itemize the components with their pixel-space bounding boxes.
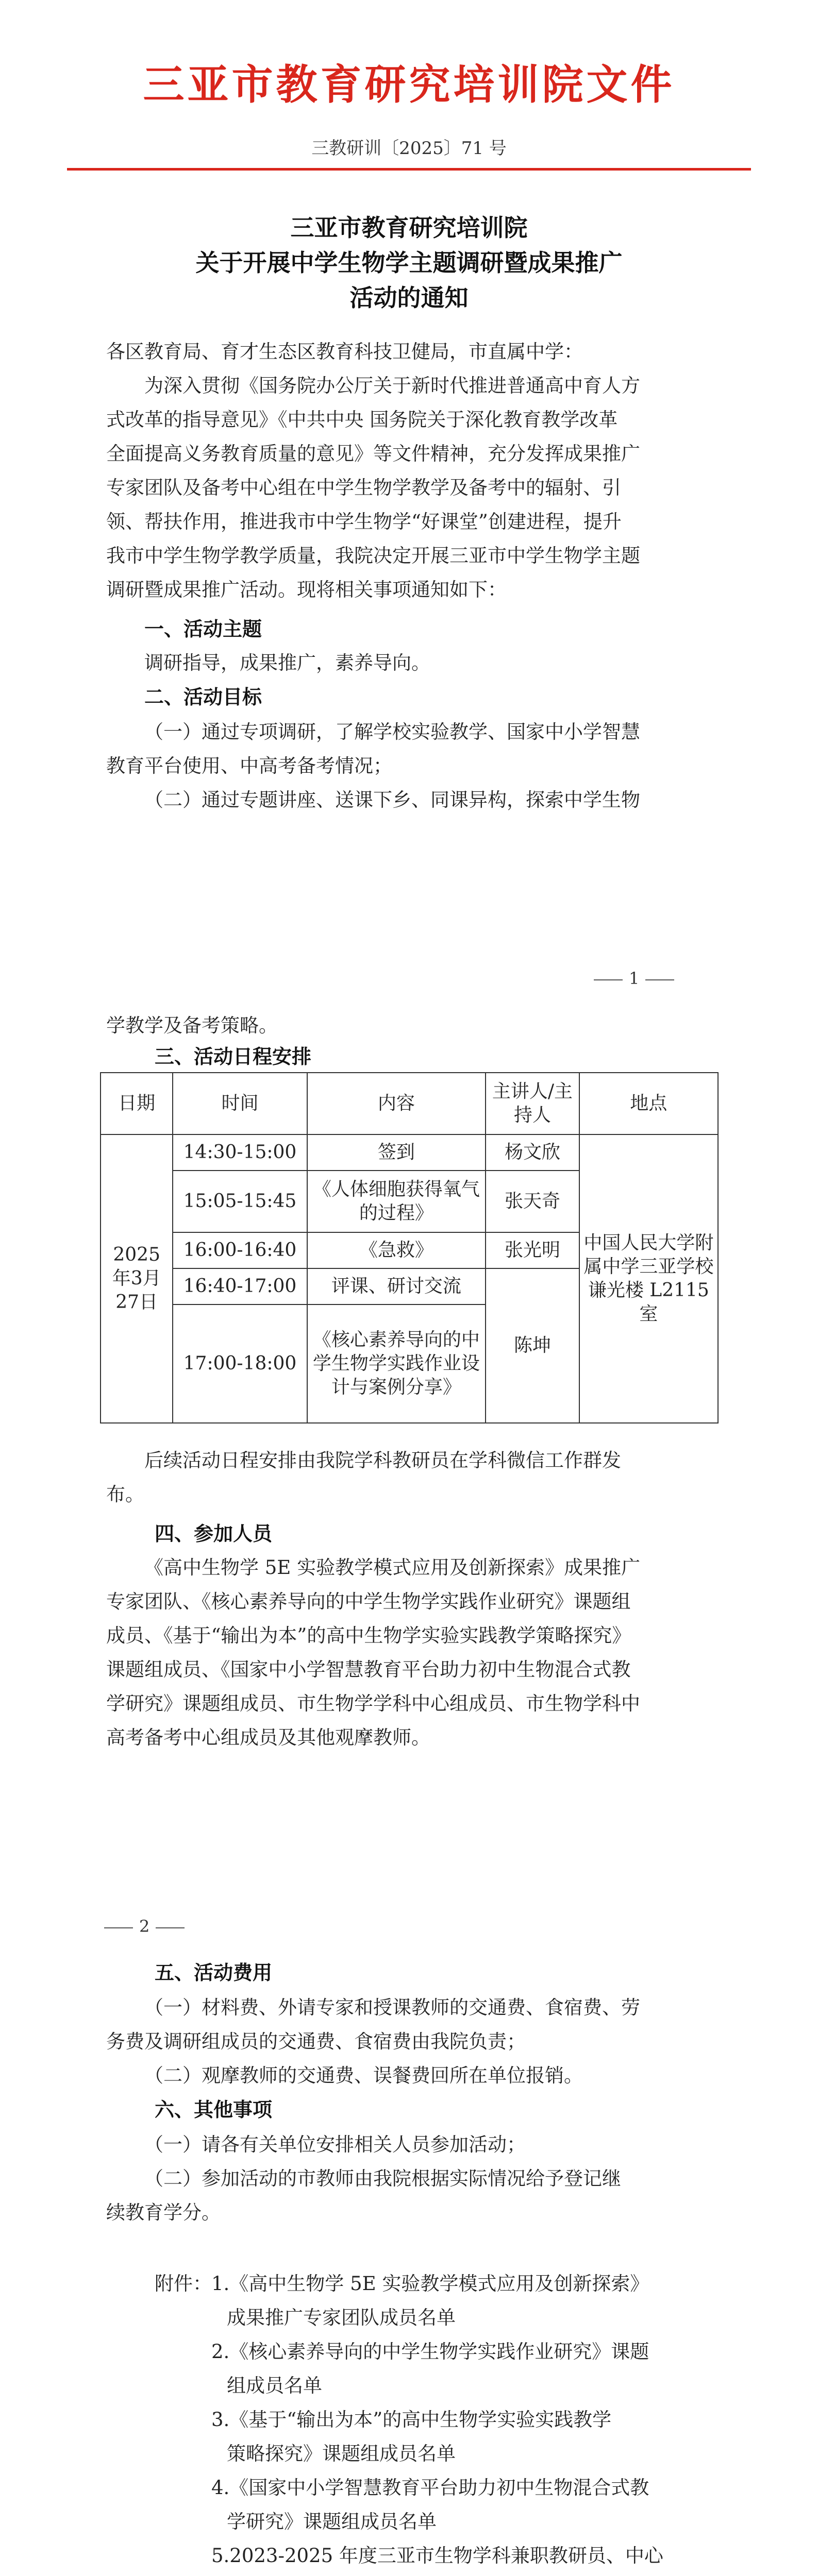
fee-line: 务费及调研组成员的交通费、食宿费由我院负责；: [106, 2030, 526, 2053]
section-1-text: 调研指导，成果推广，素养导向。: [144, 652, 430, 674]
notice-title-line-2: 关于开展中学生物学主题调研暨成果推广: [195, 249, 623, 277]
attachment-item: 3.《基于“输出为本”的高中生物学实验实践教学: [211, 2409, 612, 2431]
header-red-divider: [67, 168, 751, 171]
section-2-goal-continued: 学教学及备考策略。: [106, 1014, 278, 1037]
participant-line: 课题组成员、《国家中小学智慧教育平台助力初中生物混合式教: [106, 1658, 631, 1681]
other-line: （一）请各有关单位安排相关人员参加活动；: [144, 2133, 526, 2156]
participant-line: 《高中生物学 5E 实验教学模式应用及创新探索》成果推广: [144, 1556, 641, 1579]
cell-host: 张天奇: [486, 1171, 579, 1232]
intro-paragraph: [106, 369, 714, 607]
cell-time: 16:40-17:00: [173, 1268, 307, 1304]
document-header-title: 三亚市教育研究培训院文件: [143, 60, 675, 109]
intro-line: 领、帮扶作用，推进我市中学生物学“好课堂”创建进程，提升: [106, 511, 622, 533]
attachment-item-cont: 策略探究》课题组成员名单: [227, 2443, 456, 2465]
fee-line: （一）材料费、外请专家和授课教师的交通费、食宿费、劳: [144, 1996, 640, 2019]
cell-content: 《急救》: [307, 1232, 486, 1268]
header-content: 内容: [307, 1073, 486, 1134]
section-3-heading: 三、活动日程安排: [155, 1045, 312, 1068]
cell-date: 2025年3月27日: [101, 1134, 173, 1423]
participant-line: 学研究》课题组成员、市生物学学科中心组成员、市生物学科中: [106, 1692, 640, 1715]
attachment-item-cont: 学研究》课题组成员名单: [227, 2511, 437, 2533]
cell-time: 15:05-15:45: [173, 1171, 307, 1232]
section-5-fees: [106, 1991, 714, 2093]
intro-line: 专家团队及备考中心组在中学生物学教学及备考中的辐射、引: [106, 477, 621, 499]
notice-title: [0, 210, 818, 315]
intro-line: 调研暨成果推广活动。现将相关事项通知如下：: [106, 579, 507, 601]
cell-host: 杨文欣: [486, 1134, 579, 1171]
other-line: 续教育学分。: [106, 2201, 221, 2224]
header-time: 时间: [173, 1073, 307, 1134]
table-header-row: [101, 1073, 718, 1134]
salutation: 各区教育局、育才生态区教育科技卫健局，市直属中学：: [106, 341, 583, 363]
attachment-item: 1.《高中生物学 5E 实验教学模式应用及创新探索》: [211, 2273, 649, 2295]
attachments-label: 附件：: [155, 2273, 212, 2295]
section-2-heading: 二、活动目标: [144, 686, 262, 708]
cell-content: 签到: [307, 1134, 486, 1171]
intro-line: 全面提高义务教育质量的意见》等文件精神，充分发挥成果推广: [106, 443, 640, 465]
goal-line: （二）通过专题讲座、送课下乡、同课异构，探索中学生物: [144, 789, 640, 811]
schedule-note: [106, 1444, 714, 1512]
cell-content: 《核心素养导向的中学生物学实践作业设计与案例分享》: [307, 1304, 486, 1423]
participant-line: 专家团队、《核心素养导向的中学生物学实践作业研究》课题组: [106, 1590, 631, 1613]
attachment-item-cont: [211, 2573, 716, 2576]
attachment-item-cont: 组成员名单: [227, 2375, 322, 2397]
attachment-item-cont: 成果推广专家团队成员名单: [227, 2307, 456, 2329]
header-host: 主讲人/主持人: [486, 1073, 579, 1134]
attachment-item: 2.《核心素养导向的中学生物学实践作业研究》课题: [211, 2341, 649, 2363]
document-number: 三教研训〔2025〕71 号: [311, 138, 507, 159]
cell-venue: 中国人民大学附属中学三亚学校谦光楼 L2115 室: [579, 1134, 718, 1423]
cell-content: 《人体细胞获得氧气的过程》: [307, 1171, 486, 1232]
attachment-item: 4.《国家中小学智慧教育平台助力初中生物混合式教: [211, 2477, 649, 2499]
section-6-other: [106, 2128, 714, 2230]
schedule-table: [100, 1072, 719, 1423]
cell-time: 14:30-15:00: [173, 1134, 307, 1171]
other-line: （二）参加活动的市教师由我院根据实际情况给予登记继: [144, 2167, 621, 2190]
notice-title-line-1: 三亚市教育研究培训院: [290, 214, 528, 242]
section-1-heading: 一、活动主题: [144, 618, 262, 640]
section-2-goals: [106, 715, 714, 817]
attachments-list: [211, 2267, 716, 2576]
header-venue: 地点: [579, 1073, 718, 1134]
intro-line: 我市中学生物学教学质量，我院决定开展三亚市中学生物学主题: [106, 545, 640, 567]
section-5-heading: 五、活动费用: [155, 1961, 273, 1984]
cell-content: 评课、研讨交流: [307, 1268, 486, 1304]
intro-line: 式改革的指导意见》《中共中央 国务院关于深化教育教学改革: [106, 409, 618, 431]
table-row: [101, 1134, 718, 1171]
notice-title-line-3: 活动的通知: [349, 284, 469, 312]
fee-line: （二）观摩教师的交通费、误餐费回所在单位报销。: [144, 2064, 583, 2087]
header-date: 日期: [101, 1073, 173, 1134]
note-line: 后续活动日程安排由我院学科教研员在学科微信工作群发: [144, 1449, 621, 1471]
cell-time: 17:00-18:00: [173, 1304, 307, 1423]
participant-line: 高考备考中心组成员及其他观摩教师。: [106, 1726, 430, 1749]
section-4-heading: 四、参加人员: [155, 1522, 273, 1545]
attachment-item: 5.2023-2025 年度三亚市生物学科兼职教研员、中心: [211, 2545, 663, 2567]
cell-host: 陈坤: [486, 1268, 579, 1423]
goal-line: 教育平台使用、中高考备考情况；: [106, 755, 392, 777]
participant-line: 成员、《基于“输出为本”的高中生物学实验实践教学策略探究》: [106, 1624, 631, 1647]
goal-line: （一）通过专项调研，了解学校实验教学、国家中小学智慧: [144, 721, 640, 743]
intro-line: 为深入贯彻《国务院办公厅关于新时代推进普通高中育人方: [144, 375, 640, 397]
section-6-heading: 六、其他事项: [155, 2098, 273, 2121]
cell-time: 16:00-16:40: [173, 1232, 307, 1268]
page-number-1: 1: [588, 969, 680, 988]
note-line: 布。: [106, 1483, 144, 1505]
section-4-participants: [106, 1551, 714, 1755]
page-number-2: 2: [98, 1917, 191, 1936]
cell-host: 张光明: [486, 1232, 579, 1268]
